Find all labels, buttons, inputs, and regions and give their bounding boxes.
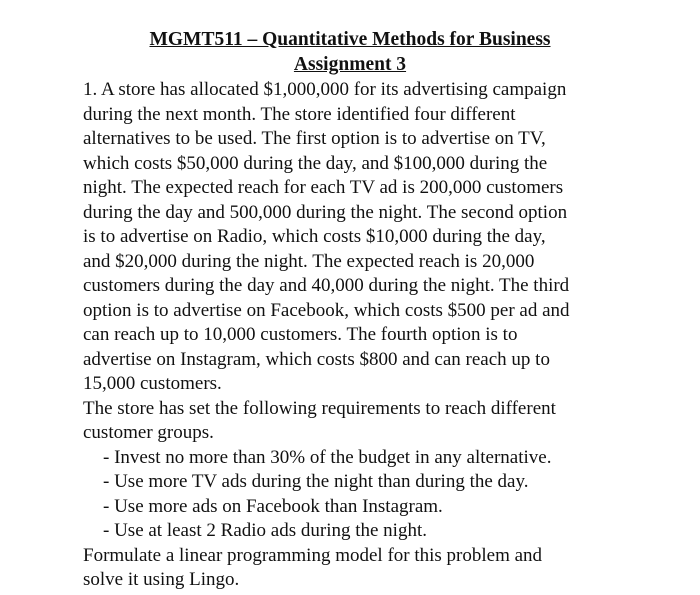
requirements-intro-line: customer groups. xyxy=(83,422,214,443)
problem-line: during the day and 500,000 during the night. The second option xyxy=(83,201,568,223)
problem-line: advertise on Instagram, which costs $800 and can reach up to xyxy=(83,348,550,370)
requirement-item: - Invest no more than 30% of the budget in any alternative. xyxy=(103,446,552,468)
requirement-item: - Use more ads on Facebook than Instagram. xyxy=(103,495,443,517)
problem-line: 15,000 customers. xyxy=(83,373,222,394)
closing-line: Formulate a linear programming model for this problem and xyxy=(83,544,543,566)
requirements-intro-line: The store has set the following requirements to reach different xyxy=(83,397,556,419)
assignment-title: Assignment 3 xyxy=(293,54,407,75)
course-title: MGMT511 – Quantitative Methods for Business xyxy=(149,29,551,50)
problem-line: is to advertise on Radio, which costs $10,000 during the day, xyxy=(83,226,546,247)
requirement-item: - Use at least 2 Radio ads during the night. xyxy=(103,520,427,541)
problem-line: during the next month. The store identified four different xyxy=(83,103,516,125)
problem-line: alternatives to be used. The first option is to advertise on TV, xyxy=(83,128,546,149)
problem-line: customers during the day and 40,000 during the night. The third xyxy=(83,275,570,296)
requirement-item: - Use more TV ads during the night than during the day. xyxy=(103,471,529,492)
closing-line: solve it using Lingo. xyxy=(83,569,240,590)
problem-line: which costs $50,000 during the day, and $100,000 during the xyxy=(83,152,548,174)
problem-line: 1. A store has allocated $1,000,000 for its advertising campaign xyxy=(83,79,567,100)
problem-line: and $20,000 during the night. The expected reach is 20,000 xyxy=(83,250,535,272)
problem-text xyxy=(83,78,683,593)
problem-line: option is to advertise on Facebook, which costs $500 per ad and xyxy=(83,299,570,321)
problem-line: can reach up to 10,000 customers. The fourth option is to xyxy=(83,324,518,345)
problem-line: night. The expected reach for each TV ad is 200,000 customers xyxy=(83,177,564,198)
